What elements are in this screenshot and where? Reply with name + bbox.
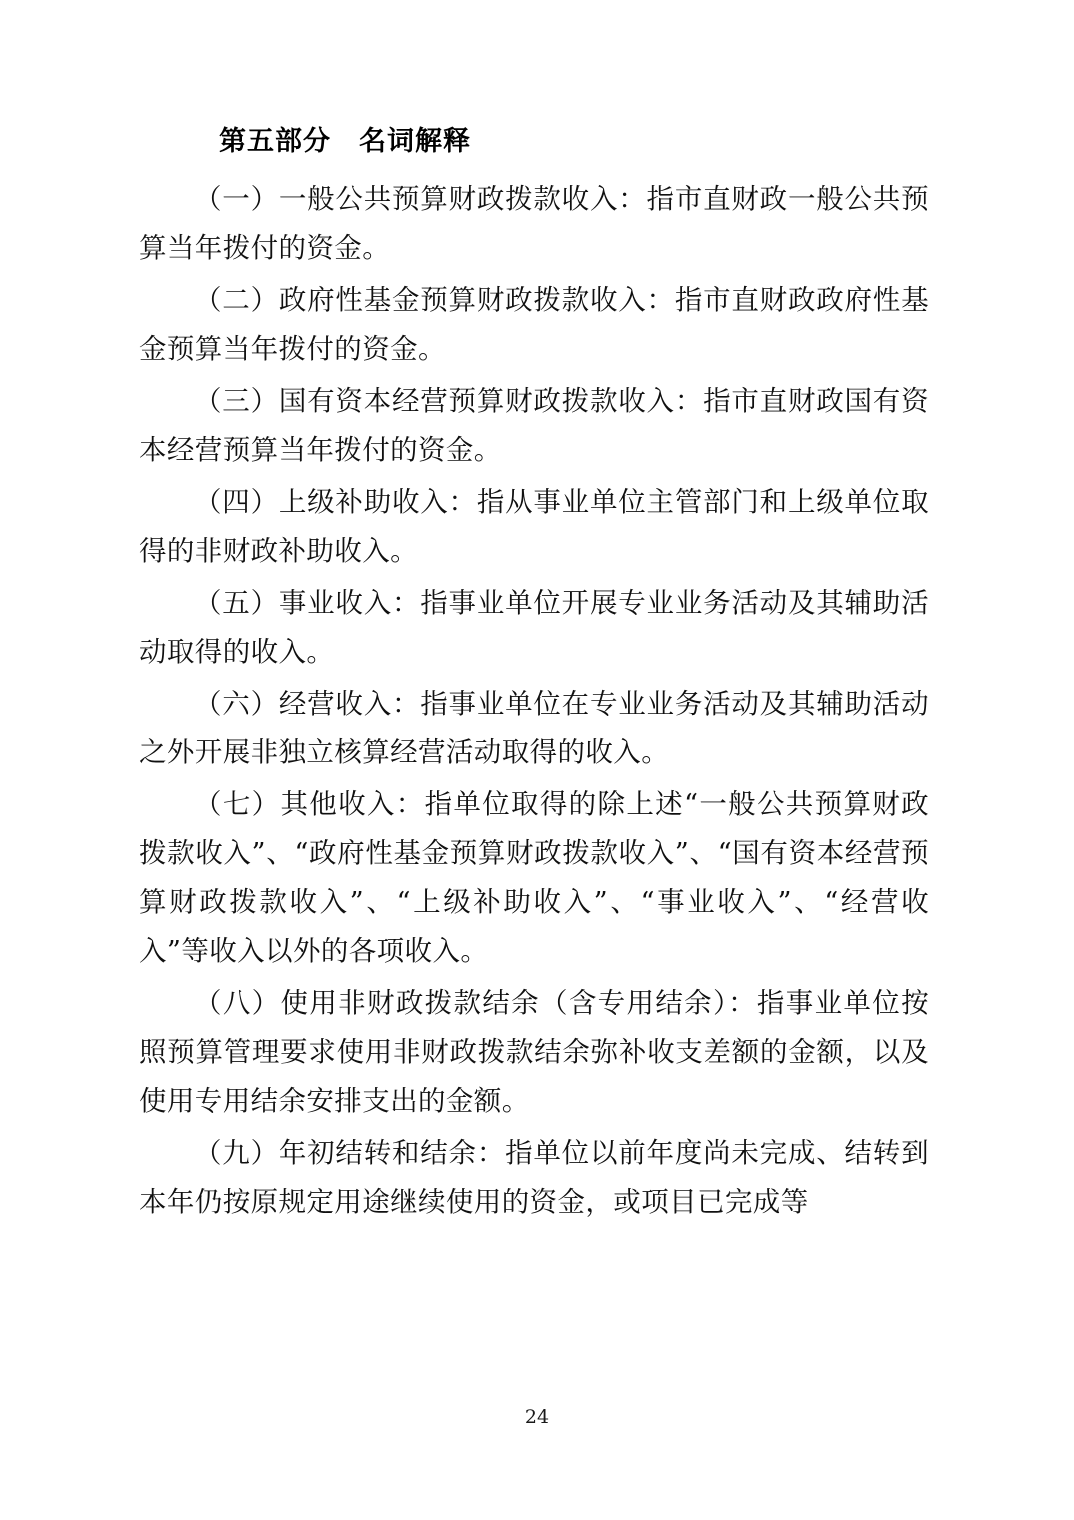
paragraph-4: （四）上级补助收入：指从事业单位主管部门和上级单位取得的非财政补助收入。 <box>139 485 929 567</box>
paragraph-5: （五）事业收入：指事业单位开展专业业务活动及其辅助活动取得的收入。 <box>139 586 929 668</box>
paragraph-3: （三）国有资本经营预算财政拨款收入：指市直财政国有资本经营预算当年拨付的资金。 <box>139 384 929 466</box>
paragraph-8: （八）使用非财政拨款结余（含专用结余）：指事业单位按照预算管理要求使用非财政拨款结余弥补收支差额的金额，以及使用专用结余安排支出的金额。 <box>139 987 929 1118</box>
paragraph-2: （二）政府性基金预算财政拨款收入：指市直财政政府性基金预算当年拨付的资金。 <box>139 284 929 365</box>
page-number: 24 <box>524 1406 550 1428</box>
paragraph-9: （九）年初结转和结余：指单位以前年度尚未完成、结转到本年仍按原规定用途继续使用的资金，或项目已完成等 <box>139 1136 929 1218</box>
section-heading: 第五部分 名词解释 <box>219 126 471 157</box>
paragraph-6: （六）经营收入：指事业单位在专业业务活动及其辅助活动之外开展非独立核算经营活动取得的收入。 <box>139 687 929 769</box>
page-content <box>139 122 929 1230</box>
paragraph-1: （一）一般公共预算财政拨款收入：指市直财政一般公共预算当年拨付的资金。 <box>139 183 929 265</box>
paragraph-7: （七）其他收入：指单位取得的除上述“一般公共预算财政拨款收入”、“政府性基金预算财政拨款收入”、“国有资本经营预算财政拨款收入”、“上级补助收入”、“事业收入”、“经营收入”等收入以外的各项收入。 <box>139 788 929 968</box>
